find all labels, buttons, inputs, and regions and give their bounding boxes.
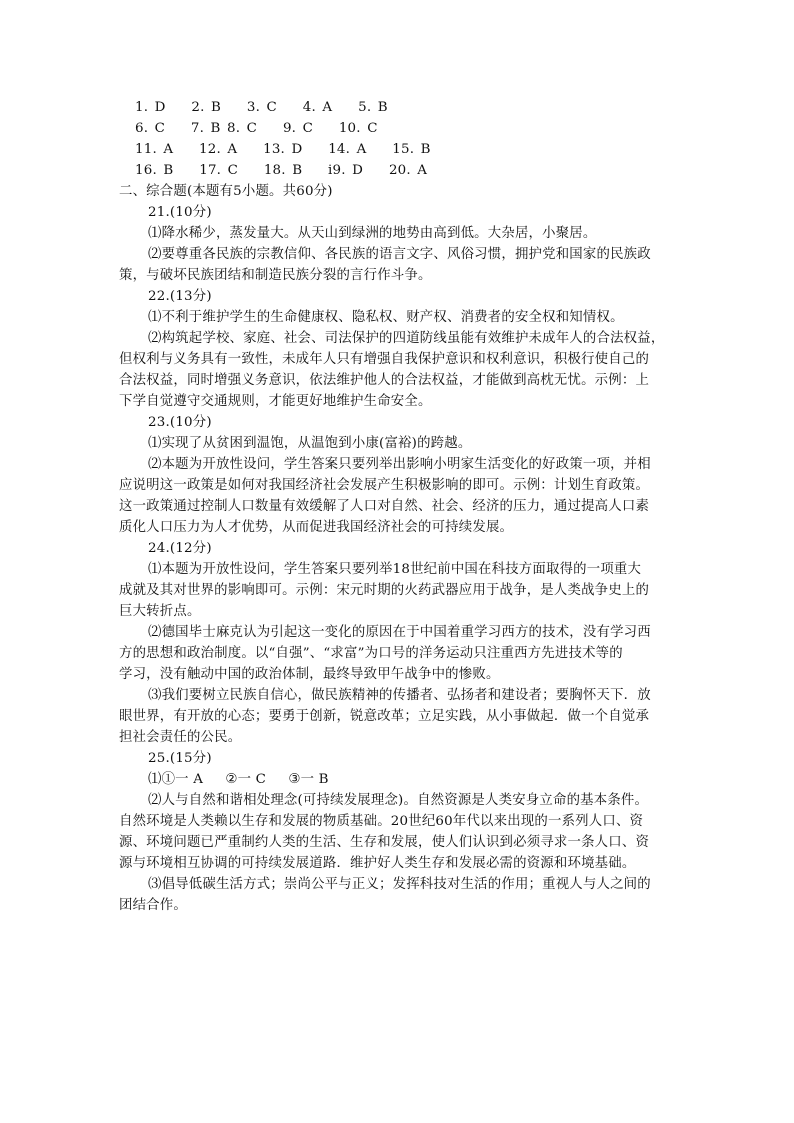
q21-part2-line1: ⑵要尊重各民族的宗教信仰、各民族的语言文字、风俗习惯，拥护党和国家的民族政 [148, 247, 651, 262]
q22-part2-line4: 下学自觉遵守交通规则，才能更好地维护生命安全。 [119, 394, 432, 409]
q22-title: 22.(13分) [148, 289, 212, 304]
section-heading: 二、综合题(本题有5小题。共60分) [119, 184, 333, 199]
q24-part2-line2: 方的思想和政治制度。以“自强”、“求富”为口号的洋务运动只注重西方先进技术等的 [119, 646, 623, 661]
q23-title: 23.(10分) [148, 415, 212, 430]
q23-part2-line4: 质化人口压力为人才优势，从而促进我国经济社会的可持续发展。 [119, 520, 514, 535]
q25-part3-line1: ⑶倡导低碳生活方式；崇尚公平与正义；发挥科技对生活的作用；重视人与人之间的 [148, 877, 651, 892]
q23-part2-line2: 应说明这一政策是如何对我国经济社会发展产生积极影响的即可。示例：计划生育政策。 [119, 478, 650, 493]
q24-part2-line3: 学习，没有触动中国的政治体制，最终导致甲午战争中的惨败。 [119, 667, 500, 682]
q23-part2-line3: 这一政策通过控制人口数量有效缓解了人口对自然、社会、经济的压力，通过提高人口素 [119, 499, 650, 514]
q24-part1-line3: 巨大转折点。 [119, 604, 201, 619]
q21-part1: ⑴降水稀少，蒸发量大。从天山到绿洲的地势由高到低。大杂居，小聚居。 [148, 226, 597, 241]
answer-row-1: 1. D 2. B 3. C 4. A 5. B [135, 100, 388, 115]
q24-title: 24.(12分) [148, 541, 212, 556]
q22-part2-line1: ⑵构筑起学校、家庭、社会、司法保护的四道防线虽能有效维护未成年人的合法权益， [148, 331, 665, 346]
answer-row-2: 6. C 7. B 8. C 9. C 10. C [135, 121, 378, 136]
q25-part3-line2: 团结合作。 [119, 898, 187, 913]
q24-part3-line2: 眼世界，有开放的心态；要勇于创新，锐意改革；立足实践，从小事做起．做一个自觉承 [119, 709, 650, 724]
q25-title: 25.(15分) [148, 751, 212, 766]
q22-part2-line2: 但权利与义务具有一致性，未成年人只有增强自我保护意识和权利意识，积极行使自己的 [119, 352, 650, 367]
q22-part1: ⑴不利于维护学生的生命健康权、隐私权、财产权、消费者的安全权和知情权。 [148, 310, 624, 325]
q24-part2-line1: ⑵德国毕士麻克认为引起这一变化的原因在于中国着重学习西方的技术，没有学习西 [148, 625, 651, 640]
q21-part2-line2: 策，与破坏民族团结和制造民族分裂的言行作斗争。 [119, 268, 432, 283]
q25-part2-line1: ⑵人与自然和谐相处理念(可持续发展理念)。自然资源是人类安身立命的基本条件。 [148, 793, 649, 808]
answer-row-3: 11. A 12. A 13. D 14. A 15. B [135, 142, 431, 157]
q22-part2-line3: 合法权益，同时增强义务意识，依法维护他人的合法权益，才能做到高枕无忧。示例：上 [119, 373, 650, 388]
q23-part2-line1: ⑵本题为开放性设问，学生答案只要列举出影响小明家生活变化的好政策一项，并相 [148, 457, 651, 472]
answer-row-4: 16. B 17. C 18. B i9. D 20. A [135, 163, 428, 178]
q21-title: 21.(10分) [148, 205, 212, 220]
q25-part1: ⑴①一 A ②一 C ③一 B [148, 772, 329, 787]
q25-part2-line3: 源、环境问题已严重制约人类的生活、生存和发展，使人们认识到必须寻求一条人口、资 [119, 835, 650, 850]
q24-part3-line1: ⑶我们要树立民族自信心，做民族精神的传播者、弘扬者和建设者；要胸怀天下．放 [148, 688, 651, 703]
q24-part1-line2: 成就及其对世界的影响即可。示例：宋元时期的火药武器应用于战争，是人类战争史上的 [119, 583, 650, 598]
q25-part2-line2: 自然环境是人类赖以生存和发展的物质基础。20世纪60年代以来出现的一系列人口、资 [119, 814, 644, 829]
q23-part1: ⑴实现了从贫困到温饱，从温饱到小康(富裕)的跨越。 [148, 436, 472, 451]
q25-part2-line4: 源与环境相互协调的可持续发展道路．维护好人类生存和发展必需的资源和环境基础。 [119, 856, 636, 871]
q24-part3-line3: 担社会责任的公民。 [119, 730, 242, 745]
q24-part1-line1: ⑴本题为开放性设问，学生答案只要列举18世纪前中国在科技方面取得的一项重大 [148, 562, 642, 577]
